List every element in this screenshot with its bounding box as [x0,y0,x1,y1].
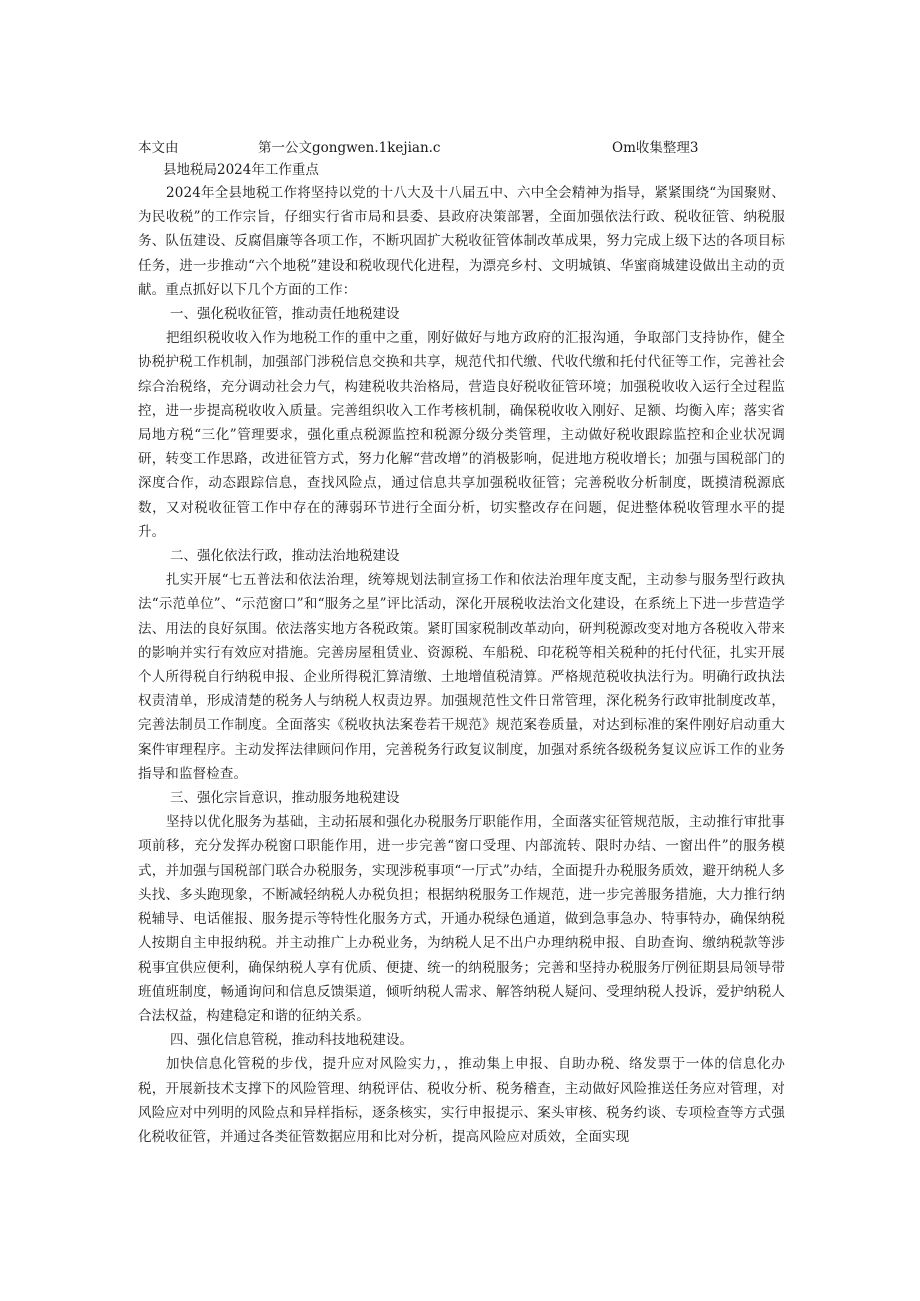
source-site: 第一公文gongwen.1kejian.c [258,140,441,156]
section-heading-4: 四、强化信息管税，推动科技地税建设。 [170,1032,413,1049]
section-heading-2: 二、强化依法行政，推动法治地税建设 [170,548,400,565]
source-prefix: 本文由 [138,140,179,156]
section-body-2: 扎实开展“七五普法和依法治理，统筹规划法制宣扬工作和依法治理年度支配，主动参与服务型行政执法“示范单位”、“示范窗口”和“服务之星”评比活动，深化开展税收法治文化建设，在系统上下进一步营造学法、用法的良好氛围。依法落实地方各税政策。紧盯国家税制改革动向，研判税源改变对地方各税收入带来的影响并实行有效应对措施。完善房屋租赁业、资源税、车船税、印花税等相关税种的托付代征，扎实开展个人所得税自行纳税申报、企业所得税汇算清缴、土地增值税清算。严格规范税收执法行为。明确行政执法权责清单，形成清楚的税务人与纳税人权责边界。加强规范性文件日常管理，深化税务行政审批制度改革，完善法制员工作制度。全面落实《税收执法案卷若干规范》规范案卷质量，对达到标准的案件刚好启动重大案件审理程序。主动发挥法律顾问作用，完善税务行政复议制度，加强对系统各级税务复议应诉工作的业务指导和监督检查。 [138,572,785,782]
section-body-1: 把组织税收收入作为地税工作的重中之重，刚好做好与地方政府的汇报沟通，争取部门支持协作，健全协税护税工作机制，加强部门涉税信息交换和共享，规范代扣代缴、代收代缴和托付代征等工作，完善社会综合治税络，充分调动社会力气，构建税收共治格局，营造良好税收征管环境；加强税收收入运行全过程监控，进一步提高税收收入质量。完善组织收入工作考核机制，确保税收收入刚好、足额、均衡入库；落实省局地方税“三化”管理要求，强化重点税源监控和税源分级分类管理，主动做好税收跟踪监控和企业状况调研，转变工作思路，改进征管方式，努力化解“营改增”的消极影响，促进地方税收增长；加强与国税部门的深度合作，动态跟踪信息，查找风险点，通过信息共享加强税收征管；完善税收分析制度，既摸清税源底数，又对税收征管工作中存在的薄弱环节进行全面分析，切实整改存在问题，促进整体税收管理水平的提升。 [138,330,785,540]
source-line [138,137,785,159]
source-suffix: Om收集整理3 [612,140,699,156]
document-title: 县地税局2024年工作重点 [163,162,319,178]
section-heading-3: 三、强化宗旨意识，推动服务地税建设 [170,790,400,807]
section-heading-1: 一、强化税收征管，推动责任地税建设 [170,306,400,323]
section-body-3: 坚持以优化服务为基础，主动拓展和强化办税服务厅职能作用，全面落实征管规范版，主动推行审批事项前移，充分发挥办税窗口职能作用，进一步完善“窗口受理、内部流转、限时办结、一窗出件”的服务模式，并加强与国税部门联合办税服务，实现涉税事项“一厅式”办结，全面提升办税服务质效，避开纳税人多头找、多头跑现象，不断减轻纳税人办税负担；根据纳税服务工作规范，进一步完善服务措施，大力推行纳税辅导、电话催报、服务提示等特性化服务方式，开通办税绿色通道，做到急事急办、特事特办，确保纳税人按期自主申报纳税。并主动推广上办税业务，为纳税人足不出户办理纳税申报、自助查询、缴纳税款等涉税事宜供应便利，确保纳税人享有优质、便捷、统一的纳税服务；完善和坚持办税服务厅例征期县局领导带班值班制度，畅通询问和信息反馈渠道，倾听纳税人需求、解答纳税人疑问、受理纳税人投诉，爱护纳税人合法权益，构建稳定和谐的征纳关系。 [138,814,785,1024]
section-body-4: 加快信息化管税的步伐，提升应对风险实力，，推动集上申报、自助办税、络发票于一体的信息化办税，开展新技术支撑下的风险管理、纳税评估、税收分析、税务稽查，主动做好风险推送任务应对管理，对风险应对中列明的风险点和异样指标，逐条核实，实行申报提示、案头审核、税务约谈、专项检查等方式强化税收征管，并通过各类征管数据应用和比对分析，提高风险应对质效，全面实现 [138,1056,785,1145]
intro-paragraph: 2024年全县地税工作将坚持以党的十八大及十八届五中、六中全会精神为指导，紧紧围绕“为国聚财、为民收税”的工作宗旨，仔细实行省市局和县委、县政府决策部署，全面加强依法行政、税收征管、纳税服务、队伍建设、反腐倡廉等各项工作，不断巩固扩大税收征管体制改革成果，努力完成上级下达的各项目标任务，进一步推动“六个地税”建设和税收现代化进程，为漂亮乡村、文明城镇、华蜜商城建设做出主动的贡献。重点抓好以下几个方面的工作： [138,185,785,298]
